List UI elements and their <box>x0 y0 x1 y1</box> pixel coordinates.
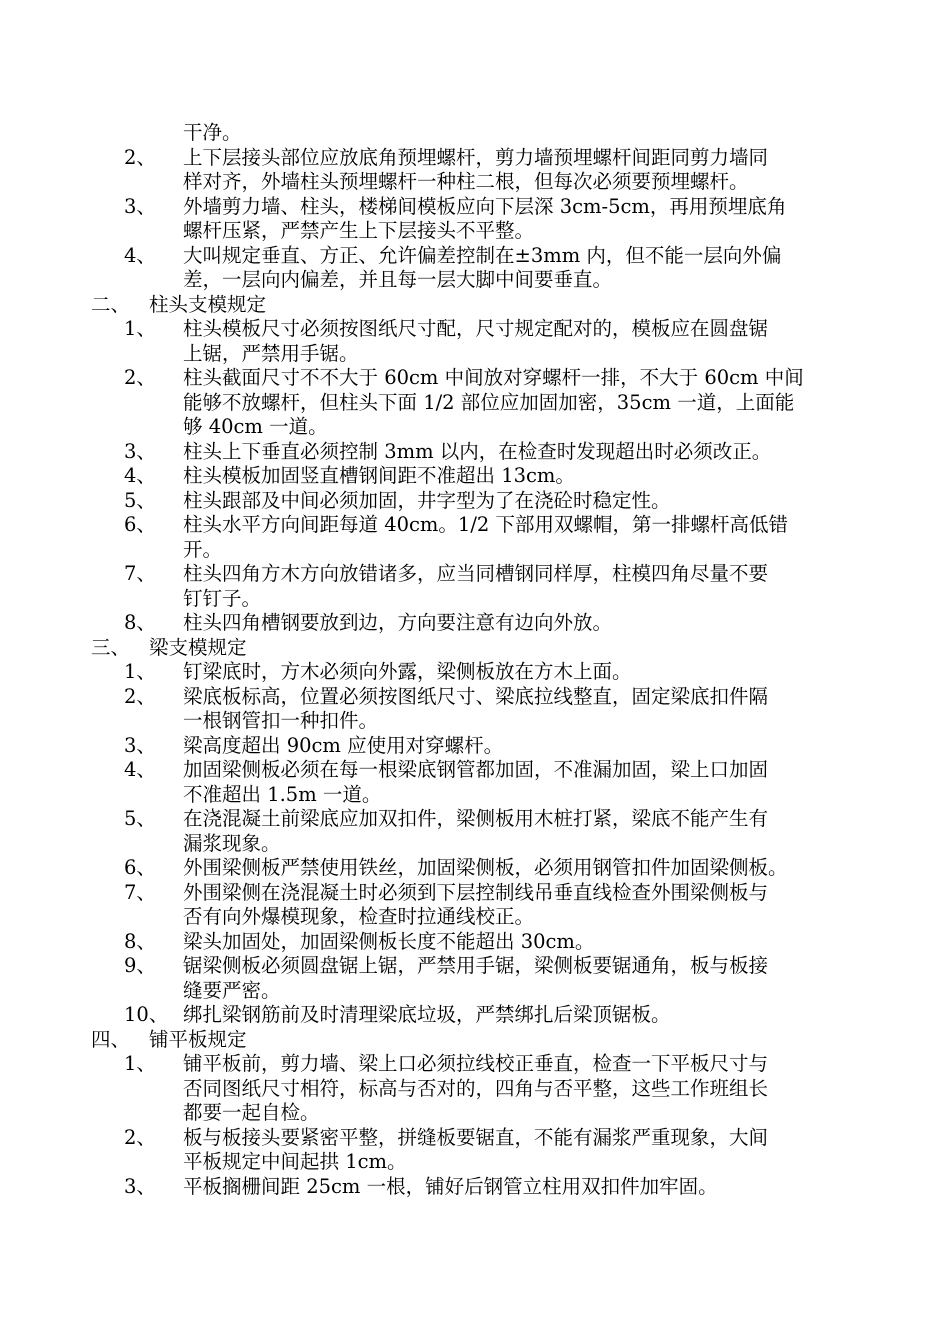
item-number: 4、 <box>124 243 156 267</box>
item-number: 8、 <box>124 929 156 953</box>
section-title: 梁支模规定 <box>149 635 247 659</box>
list-item-continuation <box>0 268 950 293</box>
section-number: 三、 <box>91 635 131 659</box>
item-number: 1、 <box>124 317 156 340</box>
item-text: 梁底板标高，位置必须按图纸尺寸、梁底拉线整直，固定梁底扣件隔 <box>183 684 769 708</box>
list-item <box>0 660 950 685</box>
item-text: 柱头截面尺寸不不大于 60cm 中间放对穿螺杆一排，不大于 60cm 中间 <box>183 366 804 389</box>
list-item-continuation <box>0 1101 950 1126</box>
section-heading <box>0 636 950 661</box>
item-number: 7、 <box>124 880 156 904</box>
list-item-continuation <box>0 1150 950 1175</box>
item-number: 1、 <box>124 1052 156 1075</box>
list-item <box>0 146 950 171</box>
list-item-continuation <box>0 979 950 1004</box>
item-text: 差，一层向内偏差，并且每一层大脚中间要垂直。 <box>183 268 613 291</box>
section-title: 铺平板规定 <box>149 1027 247 1051</box>
item-text: 一根钢管扣一种扣件。 <box>183 709 379 732</box>
item-number: 9、 <box>124 954 156 977</box>
list-item <box>0 611 950 636</box>
item-text: 柱头模板加固竖直槽钢间距不准超出 13cm。 <box>183 464 575 487</box>
item-text: 否同图纸尺寸相符，标高与否对的，四角与否平整，这些工作班组长 <box>183 1076 769 1100</box>
item-text: 在浇混凝土前梁底应加双扣件，梁侧板用木桩打紧，梁底不能产生有 <box>183 807 769 830</box>
item-text: 柱头模板尺寸必须按图纸尺寸配，尺寸规定配对的，模板应在圆盘锯 <box>183 317 769 340</box>
item-text: 柱头上下垂直必须控制 3mm 以内，在检查时发现超出时必须改正。 <box>183 439 772 463</box>
list-item-continuation <box>0 905 950 930</box>
item-text: 加固梁侧板必须在每一根梁底钢管都加固，不准漏加固，梁上口加固 <box>183 758 769 781</box>
item-text: 锯梁侧板必须圆盘锯上锯，严禁用手锯，梁侧板要锯通角，板与板接 <box>183 954 769 977</box>
list-item <box>0 195 950 220</box>
section-title: 柱头支模规定 <box>149 292 267 316</box>
list-item-continuation <box>0 1077 950 1102</box>
item-text: 钉钉子。 <box>183 586 262 610</box>
item-text: 上下层接头部位应放底角预埋螺杆，剪力墙预埋螺杆间距同剪力墙同 <box>183 145 769 169</box>
list-item-continuation <box>0 342 950 367</box>
item-text: 外围梁侧板严禁使用铁丝，加固梁侧板，必须用钢管扣件加固梁侧板。 <box>183 856 788 879</box>
list-item <box>0 317 950 342</box>
item-text: 梁头加固处，加固梁侧板长度不能超出 30cm。 <box>183 929 595 953</box>
item-text: 柱头四角槽钢要放到边，方向要注意有边向外放。 <box>183 611 613 634</box>
item-text: 柱头水平方向间距每道 40cm。1/2 下部用双螺帽，第一排螺杆高低错 <box>183 513 789 536</box>
list-item <box>0 1175 950 1200</box>
item-number: 4、 <box>124 464 156 487</box>
list-item <box>0 954 950 979</box>
list-item <box>0 856 950 881</box>
list-item <box>0 685 950 710</box>
item-text: 漏浆现象。 <box>183 831 281 855</box>
item-number: 2、 <box>124 145 156 169</box>
item-number: 3、 <box>124 1174 156 1198</box>
item-text: 开。 <box>183 537 223 561</box>
item-number: 7、 <box>124 562 156 585</box>
list-item-continuation <box>0 121 950 146</box>
item-text: 能够不放螺杆，但柱头下面 1/2 部位应加固加密，35cm 一道，上面能 <box>183 390 795 414</box>
section-number: 二、 <box>91 292 131 316</box>
item-text: 大叫规定垂直、方正、允许偏差控制在±3mm 内，但不能一层向外偏 <box>183 243 782 267</box>
item-number: 6、 <box>124 513 156 536</box>
item-number: 2、 <box>124 1125 156 1149</box>
list-item-continuation <box>0 415 950 440</box>
list-item-continuation <box>0 709 950 734</box>
list-item <box>0 513 950 538</box>
item-text: 否有向外爆模现象，检查时拉通线校正。 <box>183 905 535 928</box>
item-number: 2、 <box>124 684 156 708</box>
list-item-continuation <box>0 170 950 195</box>
item-number: 2、 <box>124 366 156 389</box>
item-number: 3、 <box>124 733 156 757</box>
item-number: 8、 <box>124 611 156 634</box>
list-item-continuation <box>0 832 950 857</box>
item-text: 柱头跟部及中间必须加固，井字型为了在浇砼时稳定性。 <box>183 488 671 512</box>
list-item <box>0 1126 950 1151</box>
list-item <box>0 807 950 832</box>
item-text: 都要一起自检。 <box>183 1101 320 1124</box>
item-text: 绑扎梁钢筋前及时清理梁底垃圾，严禁绑扎后梁顶锯板。 <box>183 1003 671 1026</box>
list-item-continuation <box>0 391 950 416</box>
list-item <box>0 734 950 759</box>
list-item-continuation <box>0 587 950 612</box>
item-text: 样对齐，外墙柱头预埋螺杆一种柱二根，但每次必须要预埋螺杆。 <box>183 170 749 193</box>
item-text: 平板规定中间起拱 1cm。 <box>183 1150 407 1173</box>
list-item <box>0 1052 950 1077</box>
item-text: 不准超出 1.5m 一道。 <box>183 782 382 806</box>
item-number: 3、 <box>124 194 156 218</box>
item-text: 螺杆压紧，严禁产生上下层接头不平整。 <box>183 219 535 242</box>
section-number: 四、 <box>91 1027 131 1051</box>
item-text: 柱头四角方木方向放错诸多，应当同槽钢同样厚，柱模四角尽量不要 <box>183 562 769 585</box>
item-text: 外墙剪力墙、柱头，楼梯间模板应向下层深 3cm-5cm，再用预埋底角 <box>183 194 787 218</box>
item-text: 外围梁侧在浇混凝土时必须到下层控制线吊垂直线检查外围梁侧板与 <box>183 880 769 904</box>
section-heading <box>0 1028 950 1053</box>
list-item <box>0 464 950 489</box>
item-text: 够 40cm 一道。 <box>183 415 328 438</box>
list-item-continuation <box>0 783 950 808</box>
list-item-continuation <box>0 538 950 563</box>
item-number: 5、 <box>124 807 156 830</box>
item-text: 平板搁栅间距 25cm 一根，铺好后钢管立柱用双扣件加牢固。 <box>183 1174 718 1198</box>
list-item <box>0 440 950 465</box>
list-item <box>0 562 950 587</box>
section-heading <box>0 293 950 318</box>
list-item <box>0 881 950 906</box>
list-item <box>0 366 950 391</box>
document-body <box>0 121 950 1199</box>
item-number: 3、 <box>124 439 156 463</box>
item-text: 缝要严密。 <box>183 978 281 1002</box>
item-text: 板与板接头要紧密平整，拼缝板要锯直，不能有漏浆严重现象，大间 <box>183 1125 769 1149</box>
item-number: 1、 <box>124 660 156 683</box>
item-text: 干净。 <box>183 121 242 144</box>
list-item <box>0 930 950 955</box>
item-text: 上锯，严禁用手锯。 <box>183 341 359 365</box>
list-item-continuation <box>0 219 950 244</box>
item-number: 4、 <box>124 758 156 781</box>
item-number: 6、 <box>124 856 156 879</box>
item-text: 钉梁底时，方木必须向外露，梁侧板放在方木上面。 <box>183 660 632 683</box>
item-number: 10、 <box>124 1003 169 1026</box>
list-item <box>0 758 950 783</box>
list-item <box>0 489 950 514</box>
list-item <box>0 1003 950 1028</box>
item-number: 5、 <box>124 488 156 512</box>
list-item <box>0 244 950 269</box>
item-text: 铺平板前，剪力墙、梁上口必须拉线校正垂直，检查一下平板尺寸与 <box>183 1052 769 1075</box>
item-text: 梁高度超出 90cm 应使用对穿螺杆。 <box>183 733 504 757</box>
